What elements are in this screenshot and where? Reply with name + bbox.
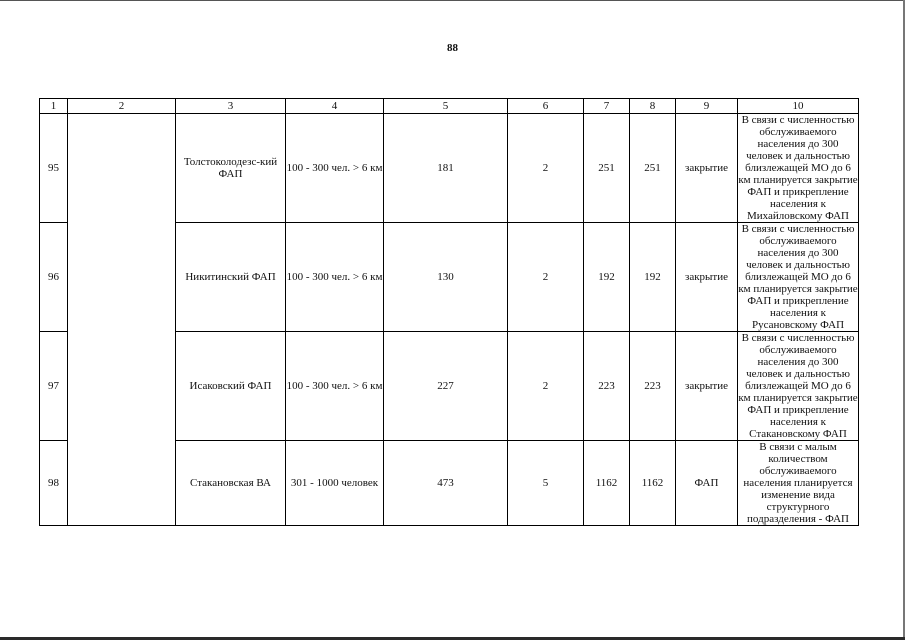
column-number: 7	[584, 99, 630, 114]
justification-note: В связи с численностью обслуживаемого населения до 300 человек и дальностью близлежащей МО до 6 км планируется закрытие ФАП и прикрепление населения к Русановскому ФАП	[738, 223, 858, 331]
scan-edge-top	[0, 0, 905, 1]
row-number: 96	[40, 223, 68, 332]
population-range: 100 - 300 чел. > 6 км	[286, 223, 384, 332]
column-number: 10	[738, 99, 859, 114]
value-col8: 1162	[630, 441, 676, 526]
facility-name: Стакановская ВА	[176, 441, 286, 526]
column-number: 1	[40, 99, 68, 114]
justification-note: В связи с численностью обслуживаемого населения до 300 человек и дальностью близлежащей МО до 6 км планируется закрытие ФАП и прикрепление населения к Михайловскому ФАП	[738, 114, 858, 222]
value-col7: 251	[584, 114, 630, 223]
column-number-row	[40, 99, 859, 114]
column-number: 9	[676, 99, 738, 114]
justification-note: В связи с малым количеством обслуживаемого населения планируется изменение вида структурного подразделения - ФАП	[738, 441, 859, 526]
value-col6: 2	[508, 332, 584, 441]
value-col7: 192	[584, 223, 630, 332]
planned-action: закрытие	[676, 332, 738, 441]
population-range: 100 - 300 чел. > 6 км	[286, 332, 384, 441]
merged-empty-cell	[68, 114, 176, 526]
column-number: 4	[286, 99, 384, 114]
value-col7: 1162	[584, 441, 630, 526]
column-number: 3	[176, 99, 286, 114]
facility-name: Исаковский ФАП	[176, 332, 286, 441]
value-col6: 2	[508, 114, 584, 223]
column-number: 6	[508, 99, 584, 114]
table-row	[40, 114, 859, 223]
column-number: 8	[630, 99, 676, 114]
value-col5: 130	[384, 223, 508, 332]
value-col6: 5	[508, 441, 584, 526]
population-range: 100 - 300 чел. > 6 км	[286, 114, 384, 223]
value-col6: 2	[508, 223, 584, 332]
row-number: 97	[40, 332, 68, 441]
column-number: 2	[68, 99, 176, 114]
population-range: 301 - 1000 человек	[286, 441, 384, 526]
row-number: 95	[40, 114, 68, 223]
planned-action: ФАП	[676, 441, 738, 526]
planned-action: закрытие	[676, 223, 738, 332]
value-col5: 227	[384, 332, 508, 441]
planned-action: закрытие	[676, 114, 738, 223]
value-col8: 192	[630, 223, 676, 332]
value-col8: 223	[630, 332, 676, 441]
value-col5: 473	[384, 441, 508, 526]
value-col5: 181	[384, 114, 508, 223]
page-number: 88	[447, 42, 458, 54]
column-number: 5	[384, 99, 508, 114]
facility-name: Никитинский ФАП	[176, 223, 286, 332]
justification-note: В связи с численностью обслуживаемого населения до 300 человек и дальностью близлежащей МО до 6 км планируется закрытие ФАП и прикрепление населения к Стакановскому ФАП	[738, 332, 858, 440]
value-col8: 251	[630, 114, 676, 223]
facilities-table	[39, 98, 859, 526]
facility-name: Толстоколодезс-кий ФАП	[176, 114, 286, 223]
row-number: 98	[40, 441, 68, 526]
value-col7: 223	[584, 332, 630, 441]
